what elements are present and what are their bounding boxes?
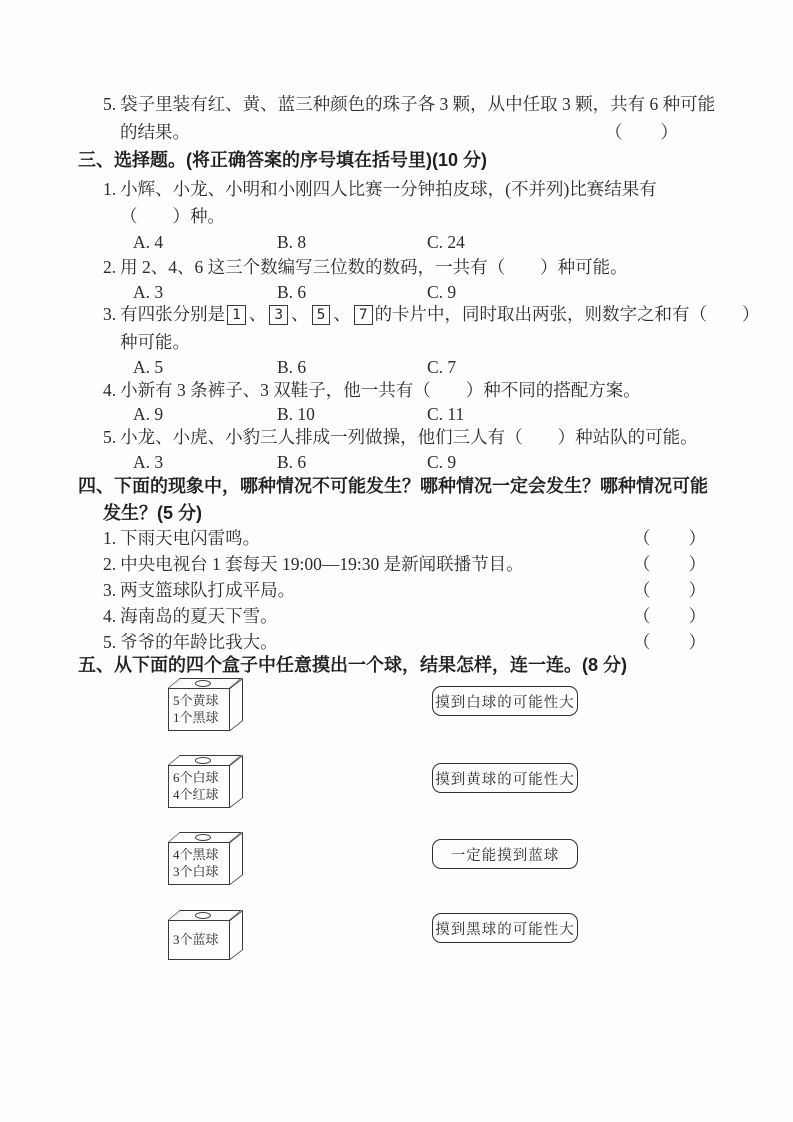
question-text: 袋子里装有红、黄、蓝三种颜色的珠子各 3 颗，从中任取 3 颗，共有 6 种可能 (120, 94, 716, 114)
question-number: 5. (103, 427, 117, 447)
item-number: 4. (103, 606, 117, 626)
number-card: 1 (227, 305, 246, 325)
item-text: 两支篮球队打成平局。 (120, 580, 296, 600)
match-label-4: 摸到黑球的可能性大 (432, 913, 578, 943)
item-number: 2. (103, 554, 117, 574)
question-text: 有四张分别是 (120, 304, 226, 324)
option-c: C. 9 (427, 452, 457, 472)
section-four-title-line1: 四、下面的现象中，哪种情况不可能发生？哪种情况一定会发生？哪种情况可能 (78, 476, 708, 496)
item-text: 海南岛的夏天下雪。 (120, 606, 278, 626)
box-label-line: 3个白球 (173, 863, 219, 879)
option-b: B. 10 (277, 404, 315, 424)
card-separator: 、 (291, 304, 309, 324)
box-label-line: 3个蓝球 (173, 932, 219, 947)
carryover-q5-line1 (103, 92, 715, 116)
ball-box-1 (168, 688, 230, 731)
s3-q1-options (133, 230, 465, 254)
answer-bracket: （ ） (633, 554, 707, 574)
s4-item-5 (103, 630, 278, 654)
box-hole-icon (195, 834, 211, 841)
question-number: 5. (103, 94, 117, 114)
section-four-title-line2: 发生？(5 分) (103, 503, 202, 523)
question-text: 小龙、小虎、小豹三人排成一列做操，他们三人有（ ）种站队的可能。 (120, 427, 698, 447)
box-label-line: 6个白球 (173, 770, 219, 785)
option-a: A. 9 (133, 404, 164, 424)
answer-bracket: （ ） (633, 580, 707, 600)
s3-q5-options (133, 450, 456, 474)
number-card: 3 (269, 305, 288, 325)
answer-bracket: （ ） (633, 632, 707, 652)
s3-q5-line1 (103, 425, 698, 449)
number-card: 5 (312, 305, 331, 325)
option-c: C. 9 (427, 282, 457, 302)
box-label-line: 5个黄球 (173, 693, 219, 708)
option-c: C. 7 (427, 357, 457, 377)
ball-box-4 (168, 920, 230, 960)
match-label-2: 摸到黄球的可能性大 (432, 763, 578, 793)
box-side-face (230, 678, 243, 731)
box-hole-icon (195, 757, 211, 764)
question-number: 3. (103, 304, 117, 324)
question-number: 2. (103, 257, 117, 277)
option-c: C. 11 (427, 404, 465, 424)
match-label-3: 一定能摸到蓝球 (432, 839, 578, 869)
section-three-title: 三、选择题。(将正确答案的序号填在括号里)(10 分) (78, 150, 487, 170)
box-side-face (230, 755, 243, 808)
question-text: 用 2、4、6 这三个数编写三位数的数码，一共有（ ）种可能。 (120, 257, 628, 277)
s4-item-3 (103, 578, 295, 602)
question-number: 4. (103, 380, 117, 400)
ball-box-3 (168, 842, 230, 885)
s3-q2-line1 (103, 255, 628, 279)
s3-q4-line1 (103, 378, 641, 402)
number-card: 7 (354, 305, 373, 325)
s3-q3-line1 (103, 302, 760, 326)
box-side-face (230, 832, 243, 885)
answer-bracket: （ ） (633, 528, 707, 548)
box-label-line: 4个黑球 (173, 847, 219, 862)
box-hole-icon (195, 912, 211, 919)
question-text: 的卡片中，同时取出两张，则数字之和有（ ） (374, 304, 760, 324)
carryover-q5-line2: 的结果。 (120, 122, 190, 142)
option-a: A. 3 (133, 282, 164, 302)
item-text: 下雨天电闪雷鸣。 (120, 528, 261, 548)
option-c: C. 24 (427, 232, 465, 252)
s3-q1-line1 (103, 177, 657, 201)
question-text: 小新有 3 条裤子、3 双鞋子，他一共有（ ）种不同的搭配方案。 (120, 380, 641, 400)
option-b: B. 6 (277, 282, 307, 302)
box-label-line: 1个黑球 (173, 709, 219, 725)
item-number: 5. (103, 632, 117, 652)
s4-item-4 (103, 604, 278, 628)
s3-q4-options (133, 402, 464, 426)
option-a: A. 3 (133, 452, 164, 472)
item-number: 3. (103, 580, 117, 600)
s3-q1-line2: （ ）种。 (120, 206, 225, 226)
option-a: A. 4 (133, 232, 164, 252)
box-hole-icon (195, 680, 211, 687)
item-number: 1. (103, 528, 117, 548)
ball-box-2 (168, 765, 230, 808)
card-separator: 、 (248, 304, 267, 324)
item-text: 中央电视台 1 套每天 19:00—19:30 是新闻联播节目。 (120, 554, 524, 574)
s3-q3-line2: 种可能。 (120, 332, 190, 352)
section-five-title: 五、从下面的四个盒子中任意摸出一个球，结果怎样，连一连。(8 分) (78, 655, 627, 675)
s4-item-1 (103, 526, 260, 550)
option-b: B. 8 (277, 232, 307, 252)
option-b: B. 6 (277, 357, 307, 377)
question-text: 小辉、小龙、小明和小刚四人比赛一分钟拍皮球，(不并列)比赛结果有 (120, 179, 657, 199)
s3-q2-options (133, 280, 456, 304)
s3-q3-options (133, 355, 456, 379)
option-a: A. 5 (133, 357, 164, 377)
answer-bracket: （ ） (633, 606, 707, 626)
question-number: 1. (103, 179, 117, 199)
answer-bracket: （ ） (605, 122, 679, 142)
card-separator: 、 (333, 304, 351, 324)
s4-item-2 (103, 552, 524, 576)
option-b: B. 6 (277, 452, 307, 472)
box-label-line: 4个红球 (173, 786, 219, 802)
match-label-1: 摸到白球的可能性大 (432, 686, 578, 716)
box-side-face (230, 910, 243, 960)
item-text: 爷爷的年龄比我大。 (120, 632, 278, 652)
